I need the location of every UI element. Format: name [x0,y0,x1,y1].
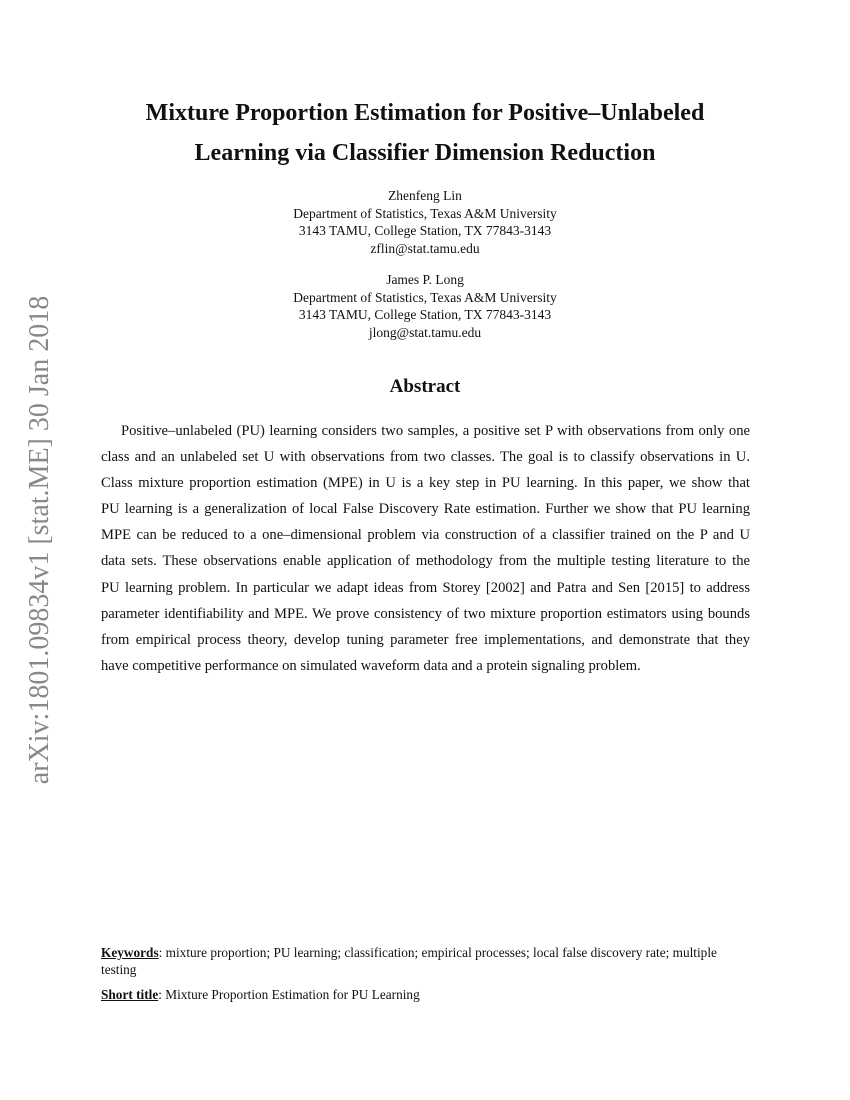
abstract-line: PU learning problem. In particular we adapt ideas from Storey [2002] and Patra and Sen [2015] to address [101,579,750,596]
abstract-line: Positive–unlabeled (PU) learning considers two samples, a positive set P with observations from only one [121,423,750,439]
abstract-line: Class mixture proportion estimation (MPE) in U is a key step in PU learning. In this paper, we show that [101,475,750,492]
abstract-line: PU learning is a generalization of local False Discovery Rate estimation. Further we show that PU learning [101,501,750,518]
author-address: 3143 TAMU, College Station, TX 77843-3143 [298,223,552,238]
arxiv-identifier-stamp: arXiv:1801.09834v1 [stat.ME] 30 Jan 2018 [24,295,55,785]
short-title-label: Short title [101,987,159,1002]
keywords-label: Keywords [101,945,159,960]
title-line: Mixture Proportion Estimation for Positive–Unlabeled [145,100,705,126]
paper-title [0,93,850,173]
author-email: jlong@stat.tamu.edu [368,324,482,340]
short-title-text: : Mixture Proportion Estimation for PU Learning [158,987,420,1002]
author-block [0,187,850,257]
abstract-line: MPE can be reduced to a one–dimensional problem via construction of a classifier trained on the P and U [101,527,750,544]
short-title [101,987,420,1003]
abstract-line: parameter identifiability and MPE. We prove consistency of two mixture proportion estimators using bounds [101,605,750,622]
abstract-body [101,418,750,679]
abstract-heading: Abstract [389,376,461,397]
author-department: Department of Statistics, Texas A&M University [293,205,557,221]
author-email: zflin@stat.tamu.edu [370,240,480,256]
keywords-text: : mixture proportion; PU learning; classification; empirical processes; local false discovery rate; multiple testing [101,945,717,977]
author-name: Zhenfeng Lin [388,188,462,203]
abstract-line: data sets. These observations enable application of methodology from the multiple testing literature to the [101,553,750,570]
author-block [0,271,850,341]
author-name: James P. Long [386,272,464,287]
abstract-line: from empirical process theory, develop tuning parameter free implementations, and demonstrate that they [101,631,750,648]
author-department: Department of Statistics, Texas A&M University [293,289,557,305]
title-line: Learning via Classifier Dimension Reduction [194,140,656,166]
abstract-line: have competitive performance on simulated waveform data and a protein signaling problem. [101,657,641,674]
keywords [101,944,750,978]
abstract-line: class and an unlabeled set U with observations from two classes. The goal is to classify observations in U. [101,449,750,466]
author-address: 3143 TAMU, College Station, TX 77843-3143 [298,307,552,322]
